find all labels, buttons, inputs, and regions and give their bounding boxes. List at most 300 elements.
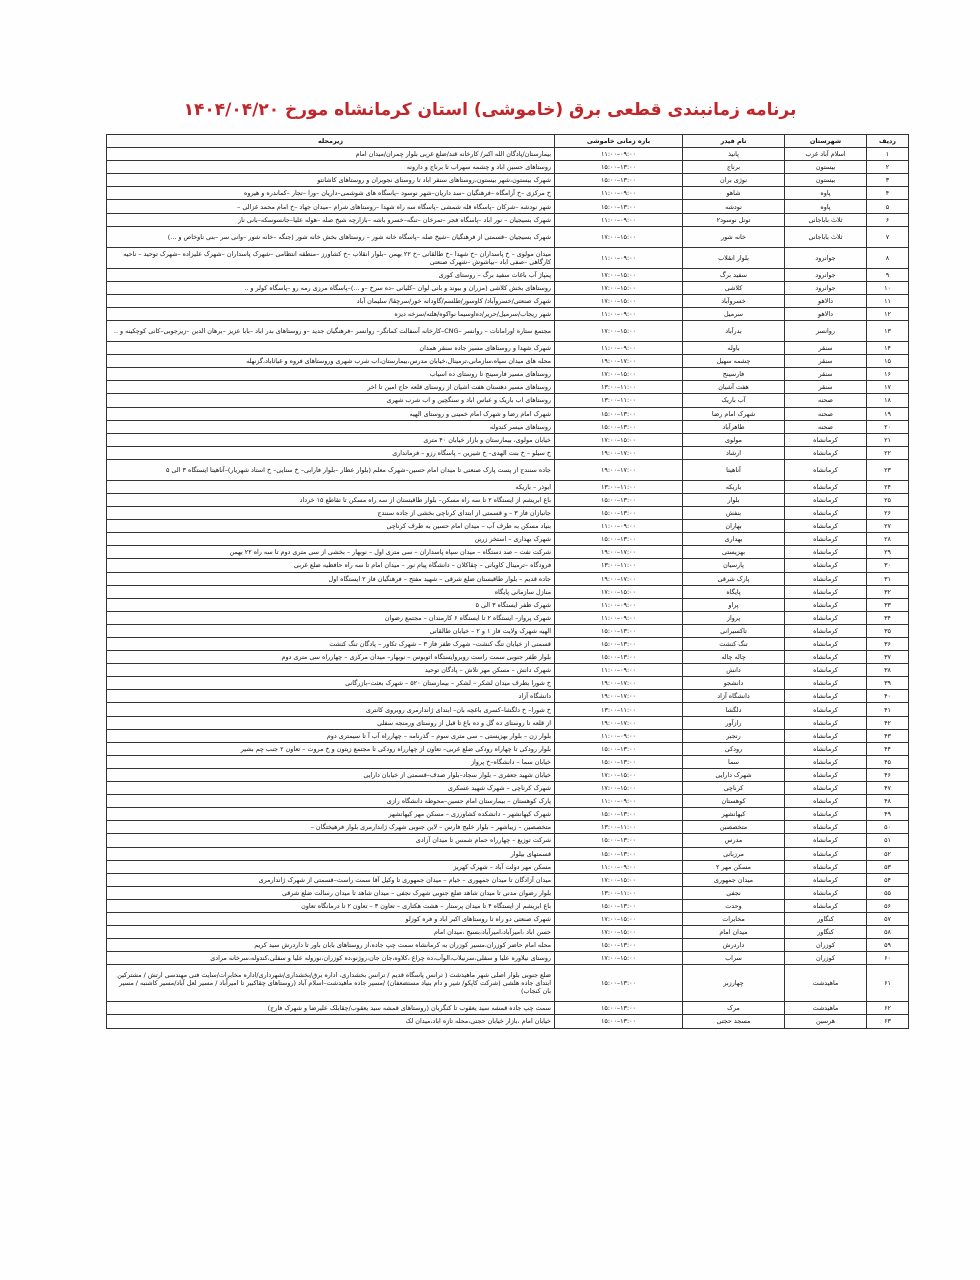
row-number: ۲۵ bbox=[867, 493, 909, 506]
table-row bbox=[107, 664, 909, 677]
time-cell: ۱۳:۰۰–۱۵:۰۰ bbox=[555, 742, 683, 755]
table-row bbox=[107, 952, 909, 965]
time-cell: ۱۳:۰۰–۱۵:۰۰ bbox=[555, 939, 683, 952]
county-cell: کرمانشاه bbox=[785, 755, 867, 768]
table-row bbox=[107, 507, 909, 520]
time-cell: ۱۳:۰۰–۱۵:۰۰ bbox=[555, 847, 683, 860]
table-row bbox=[107, 307, 909, 320]
county-cell: کرمانشاه bbox=[785, 873, 867, 886]
area-cell: شهرک بسیجیان – نور اباد –پاسگاه فجر –تمرخان –تنگه–خسرو باشه –بازارچه شیخ صله –هوله علیا–جانسوسکه–بانی نار bbox=[107, 213, 555, 226]
table-row bbox=[107, 459, 909, 480]
county-cell: سنقر bbox=[785, 368, 867, 381]
time-cell: ۱۳:۰۰–۱۵:۰۰ bbox=[555, 200, 683, 213]
county-cell: کرمانشاه bbox=[785, 899, 867, 912]
feeder-cell: دلگشا bbox=[683, 703, 785, 716]
table-row bbox=[107, 493, 909, 506]
table-row bbox=[107, 520, 909, 533]
area-cell: شهر ریجاب/سرمیل/حریر/ده‌اوسیما نواکوه/هلته/سرخه دیزه bbox=[107, 307, 555, 320]
time-cell: ۰۹:۰۰–۱۱:۰۰ bbox=[555, 342, 683, 355]
row-number: ۳۰ bbox=[867, 559, 909, 572]
row-number: ۳۴ bbox=[867, 611, 909, 624]
time-cell: ۱۳:۰۰–۱۵:۰۰ bbox=[555, 533, 683, 546]
area-cell: محله امام حاضر کوزران،مسیر کوزران به کرمانشاه سمت چپ جاده،از روستاهای بابان باور تا داردرش سید کریم bbox=[107, 939, 555, 952]
county-cell: کرمانشاه bbox=[785, 624, 867, 637]
time-cell: ۱۳:۰۰–۱۵:۰۰ bbox=[555, 651, 683, 664]
area-cell: روستاهای بخش کلاشی (مزران و بیوند و بانی لوان –کلیانی –ده سرخ –و ...)–پاسگاه مرزی رمه رو –پاسگاه کولر و .. bbox=[107, 281, 555, 294]
table-row bbox=[107, 174, 909, 187]
row-number: ۳ bbox=[867, 174, 909, 187]
row-number: ۵۳ bbox=[867, 860, 909, 873]
county-cell: کرمانشاه bbox=[785, 611, 867, 624]
row-number: ۴۷ bbox=[867, 782, 909, 795]
county-cell: کرمانشاه bbox=[785, 860, 867, 873]
row-number: ۴ bbox=[867, 187, 909, 200]
area-cell: شهر نودشه –شرکان –پاسگاه قله شمشی –پاسگاه سه راه شهدا –روستاهای شرام –میدان جهاد –خ امام محمد غزالی – bbox=[107, 200, 555, 213]
area-cell: قسمتی از خیابان تنگ کنشت– شهرک ظفر فاز ۳ – شهرک تکاور – پادگان تنگ کنشت bbox=[107, 638, 555, 651]
area-cell: ضلع جنوبی بلوار اصلی شهر ماهیدشت ( ترانس پاسگاه قدیم / ترانس بخشداری، اداره برق/بخشداری/شهرداری/اداره مخابرات/سایت فنی مهندسی ارتش / مشترکین ابتدای جاده هلشی (شرکت کاپکو/ شیر و دام بنیاد مستضعفان) /مسیر جاده ماهیدشت–اسلام آباد (روستاهای چقاکبیر تا امیرآباد / مسیر لعل آباد/مسیر کاشنبه / مسیر بان کنجاب) bbox=[107, 965, 555, 1002]
area-cell: بیمارستان/پادگان الله اکبر/ کارخانه قند/ضلع غربی بلوار چمران/میدان امام bbox=[107, 148, 555, 161]
area-cell: روستای نیلاوره علیا و سفلی،سرنیلاب،الوآب،ده چراغ ،کلاوه،جان جان،روژنو،ده کوزران،نوروله علیا و سفلی،کندوله،سرخانه مرادی bbox=[107, 952, 555, 965]
area-cell: شهرک صنعتی دو راه تا روستاهای اکبر اباد و فره کوزلو bbox=[107, 912, 555, 925]
time-cell: ۰۹:۰۰–۱۱:۰۰ bbox=[555, 148, 683, 161]
county-cell: کرمانشاه bbox=[785, 808, 867, 821]
county-cell: کرمانشاه bbox=[785, 729, 867, 742]
feeder-cell: چاله چاله bbox=[683, 651, 785, 664]
feeder-cell: طاهرآباد bbox=[683, 420, 785, 433]
page-title: برنامه زمانبندی قطعی برق (خاموشی) استان کرمانشاه مورخ ۱۴۰۴/۰۴/۲۰ bbox=[183, 100, 797, 120]
feeder-cell: بهاران bbox=[683, 520, 785, 533]
row-number: ۶۳ bbox=[867, 1015, 909, 1028]
time-cell: ۱۳:۰۰–۱۵:۰۰ bbox=[555, 174, 683, 187]
time-cell: ۱۳:۰۰–۱۵:۰۰ bbox=[555, 899, 683, 912]
table-row bbox=[107, 281, 909, 294]
row-number: ۲۰ bbox=[867, 420, 909, 433]
time-cell: ۰۹:۰۰–۱۱:۰۰ bbox=[555, 520, 683, 533]
row-number: ۲۷ bbox=[867, 520, 909, 533]
header-county: شهرستان bbox=[785, 135, 867, 148]
table-row bbox=[107, 446, 909, 459]
area-cell: خیابان امام ،بازار خیابان حجتی،محله تازه اباد،میدان لک bbox=[107, 1015, 555, 1028]
row-number: ۱۶ bbox=[867, 368, 909, 381]
time-cell: ۱۳:۰۰–۱۵:۰۰ bbox=[555, 161, 683, 174]
area-cell: شهرک بسیجیان –قسمتی از فرهنگیان –شیخ صله –پاسگاه خانه شور – روستاهای بخش خانه شور (جنگه –خانه شور –وانی سر –بنی ناوخاص و ...) bbox=[107, 226, 555, 247]
time-cell: ۰۹:۰۰–۱۱:۰۰ bbox=[555, 611, 683, 624]
area-cell: میدان آزادگان تا میدان جمهوری – خیام – میدان جمهوری تا وکیل آقا سمت راست–قسمتی از شهرک ژاندارمری bbox=[107, 873, 555, 886]
time-cell: ۰۹:۰۰–۱۱:۰۰ bbox=[555, 598, 683, 611]
time-cell: ۱۳:۰۰–۱۵:۰۰ bbox=[555, 638, 683, 651]
row-number: ۳۷ bbox=[867, 651, 909, 664]
table-row bbox=[107, 886, 909, 899]
time-cell: ۱۱:۰۰–۱۳:۰۰ bbox=[555, 394, 683, 407]
table-row bbox=[107, 268, 909, 281]
row-number: ۴۹ bbox=[867, 808, 909, 821]
county-cell: جوانرود bbox=[785, 281, 867, 294]
feeder-cell: مدرس bbox=[683, 834, 785, 847]
table-row bbox=[107, 572, 909, 585]
row-number: ۲۳ bbox=[867, 459, 909, 480]
area-cell: محله های میدان سپاه،سازمانی،ترمینال،خیابان مدرس،بیمارستان،اب شرب شهری وروستاهای فروه و غیاثاباد،گزنهله bbox=[107, 355, 555, 368]
county-cell: کرمانشاه bbox=[785, 459, 867, 480]
feeder-cell: سرمیل bbox=[683, 307, 785, 320]
time-cell: ۱۳:۰۰–۱۵:۰۰ bbox=[555, 755, 683, 768]
row-number: ۴۲ bbox=[867, 716, 909, 729]
county-cell: ثلاث باباجانی bbox=[785, 213, 867, 226]
table-row bbox=[107, 926, 909, 939]
area-cell: روستاهای میسر کندوله bbox=[107, 420, 555, 433]
feeder-cell: فارسینج bbox=[683, 368, 785, 381]
time-cell: ۱۳:۰۰–۱۵:۰۰ bbox=[555, 834, 683, 847]
area-cell: بلوار زن – بلوار بهزیستی – سی متری سوم – گذرنامه – چهارراه آب آ تا سیمتری دوم bbox=[107, 729, 555, 742]
county-cell: کرمانشاه bbox=[785, 834, 867, 847]
time-cell: ۱۵:۰۰–۱۷:۰۰ bbox=[555, 226, 683, 247]
row-number: ۶۲ bbox=[867, 1002, 909, 1015]
time-cell: ۱۳:۰۰–۱۵:۰۰ bbox=[555, 624, 683, 637]
county-cell: سنقر bbox=[785, 381, 867, 394]
table-row bbox=[107, 585, 909, 598]
feeder-cell: مخابرات bbox=[683, 912, 785, 925]
area-cell: الهیه شهرک ولایت فاز ۱ و ۲ – خیابان طالقانی bbox=[107, 624, 555, 637]
county-cell: کوزران bbox=[785, 952, 867, 965]
time-cell: ۱۷:۰۰–۱۹:۰۰ bbox=[555, 690, 683, 703]
row-number: ۳۵ bbox=[867, 624, 909, 637]
time-cell: ۰۹:۰۰–۱۱:۰۰ bbox=[555, 213, 683, 226]
row-number: ۶۱ bbox=[867, 965, 909, 1002]
row-number: ۵۹ bbox=[867, 939, 909, 952]
area-cell: جانبازان فاز ۳ – و قسمتی از ابتدای کرناچی بخشی از جاده سنندج bbox=[107, 507, 555, 520]
table-row bbox=[107, 742, 909, 755]
county-cell: کرمانشاه bbox=[785, 546, 867, 559]
feeder-cell: خسروآباد bbox=[683, 294, 785, 307]
table-row bbox=[107, 559, 909, 572]
county-cell: کرمانشاه bbox=[785, 480, 867, 493]
area-cell: پمپاژ آب باغات سفید برگ – روستای کوری bbox=[107, 268, 555, 281]
county-cell: کنگاور bbox=[785, 926, 867, 939]
table-row bbox=[107, 200, 909, 213]
table-row bbox=[107, 611, 909, 624]
time-cell: ۱۳:۰۰–۱۵:۰۰ bbox=[555, 965, 683, 1002]
feeder-cell: پایگاه bbox=[683, 585, 785, 598]
table-row bbox=[107, 1002, 909, 1015]
feeder-cell: بدرآباد bbox=[683, 321, 785, 342]
row-number: ۷ bbox=[867, 226, 909, 247]
row-number: ۳۲ bbox=[867, 585, 909, 598]
area-cell: جاده سنندج از پست پارک صنعتی تا میدان امام حسین–شهرک معلم (بلوار عطار –بلوار فارابی– خ سنایی– خ استاد شهریار)–آناهیتا ایستگاه ۳ الی ۵ bbox=[107, 459, 555, 480]
county-cell: دالاهو bbox=[785, 294, 867, 307]
area-cell: خ مرکزی –خ آرامگاه –فرهنگیان –سد داریان–شهر نوسود –پاسگاه های شوشمی–داریان –ورا –تجار –کماندره و هیروه bbox=[107, 187, 555, 200]
table-row bbox=[107, 768, 909, 781]
row-number: ۲۲ bbox=[867, 446, 909, 459]
area-cell: باغ ابریشم از ایستگاه ۲ تا سه راه مسکن– بلوار طاقبستان از سه راه مسکن تا تقاطع ۱۵ خرداد bbox=[107, 493, 555, 506]
time-cell: ۱۳:۰۰–۱۵:۰۰ bbox=[555, 407, 683, 420]
row-number: ۳۱ bbox=[867, 572, 909, 585]
area-cell: میدان مولوی – خ پاسداران –خ شهدا –خ طالقانی –خ ۲۲ بهمن –بلوار انقلاب –خ کشاورز –منطقه انتظامی –شهرک پاسداران –شهرک علیزاده –شهرک توحید – ناحیه کارگاهی –صفی اباد –بیاشوش –شهرک صنعتی bbox=[107, 247, 555, 268]
table-row bbox=[107, 294, 909, 307]
row-number: ۲ bbox=[867, 161, 909, 174]
time-cell: ۱۵:۰۰–۱۷:۰۰ bbox=[555, 585, 683, 598]
row-number: ۴۰ bbox=[867, 690, 909, 703]
table-row bbox=[107, 821, 909, 834]
time-cell: ۱۵:۰۰–۱۷:۰۰ bbox=[555, 294, 683, 307]
feeder-cell: شهرک دارایی bbox=[683, 768, 785, 781]
time-cell: ۰۹:۰۰–۱۱:۰۰ bbox=[555, 795, 683, 808]
row-number: ۴۳ bbox=[867, 729, 909, 742]
area-cell: روستاهای مسیر دهستان هفت اشیان از روستای قلعه حاج امین تا اخر bbox=[107, 381, 555, 394]
feeder-cell: سما bbox=[683, 755, 785, 768]
feeder-cell: کلاشی bbox=[683, 281, 785, 294]
feeder-cell: کوهستان bbox=[683, 795, 785, 808]
row-number: ۵۵ bbox=[867, 886, 909, 899]
county-cell: کرمانشاه bbox=[785, 664, 867, 677]
time-cell: ۱۱:۰۰–۱۳:۰۰ bbox=[555, 821, 683, 834]
feeder-cell: پارک شرقی bbox=[683, 572, 785, 585]
row-number: ۵۷ bbox=[867, 912, 909, 925]
time-cell: ۱۳:۰۰–۱۵:۰۰ bbox=[555, 1015, 683, 1028]
table-row bbox=[107, 912, 909, 925]
time-cell: ۰۹:۰۰–۱۱:۰۰ bbox=[555, 860, 683, 873]
table-row bbox=[107, 355, 909, 368]
row-number: ۲۹ bbox=[867, 546, 909, 559]
time-cell: ۱۱:۰۰–۱۳:۰۰ bbox=[555, 480, 683, 493]
row-number: ۲۶ bbox=[867, 507, 909, 520]
time-cell: ۱۵:۰۰–۱۷:۰۰ bbox=[555, 873, 683, 886]
feeder-cell: هفت آشیان bbox=[683, 381, 785, 394]
area-cell: شهرک صنعتی/خسروآباد/ کاوسور/طلسم/گاودانه خور/سرچقا/ سلیمان آباد bbox=[107, 294, 555, 307]
area-cell: باغ ابریشم از ایستگاه ۴ تا میدان پرستار – هشت هکتاری – تعاون ۳ – تعاون ۲ تا درمانگاه تعاون bbox=[107, 899, 555, 912]
row-number: ۱۸ bbox=[867, 394, 909, 407]
county-cell: اسلام آباد غرب bbox=[785, 148, 867, 161]
county-cell: کرمانشاه bbox=[785, 585, 867, 598]
table-row bbox=[107, 394, 909, 407]
time-cell: ۱۳:۰۰–۱۵:۰۰ bbox=[555, 507, 683, 520]
table-row bbox=[107, 690, 909, 703]
table-row bbox=[107, 598, 909, 611]
time-cell: ۱۳:۰۰–۱۵:۰۰ bbox=[555, 420, 683, 433]
table-row bbox=[107, 899, 909, 912]
time-cell: ۱۳:۰۰–۱۵:۰۰ bbox=[555, 808, 683, 821]
row-number: ۲۴ bbox=[867, 480, 909, 493]
table-row bbox=[107, 546, 909, 559]
area-cell: روستاهای اب باریک و عباس اباد و سنگچین و اب شرب شهری bbox=[107, 394, 555, 407]
area-cell: شهرک کیهانشهر – دانشکده کشاورزی – مسکن مهر کیهانشهر bbox=[107, 808, 555, 821]
time-cell: ۱۵:۰۰–۱۷:۰۰ bbox=[555, 912, 683, 925]
row-number: ۵۰ bbox=[867, 821, 909, 834]
area-cell: مجتمع ستاره اورامانات – روانسر –CNG–کارخانه آسفالت کماتگر– روانسر –فرهنگیان جدید –و روستاهای بدر اباد –بابا عزیز –برهان الدین –زیرجوبی–کانی کوچکینه و .. bbox=[107, 321, 555, 342]
time-cell: ۱۷:۰۰–۱۹:۰۰ bbox=[555, 716, 683, 729]
county-cell: کرمانشاه bbox=[785, 703, 867, 716]
feeder-cell: باوله bbox=[683, 342, 785, 355]
county-cell: سنقر bbox=[785, 342, 867, 355]
table-row bbox=[107, 939, 909, 952]
table-row bbox=[107, 755, 909, 768]
area-cell: شرکت توزیع – چهارراه حمام شمس تا میدان آزادی bbox=[107, 834, 555, 847]
feeder-cell: بهداری bbox=[683, 533, 785, 546]
outage-table-wrapper bbox=[106, 134, 908, 1029]
time-cell: ۱۵:۰۰–۱۷:۰۰ bbox=[555, 782, 683, 795]
county-cell: کرمانشاه bbox=[785, 716, 867, 729]
area-cell: بنیاد مسکن به طرف آب – میدان امام حسین به طرف کرناچی bbox=[107, 520, 555, 533]
row-number: ۶ bbox=[867, 213, 909, 226]
area-cell: شهرک دانش – مسکن مهر تلاش – پادگان توحید bbox=[107, 664, 555, 677]
county-cell: کرمانشاه bbox=[785, 638, 867, 651]
table-row bbox=[107, 368, 909, 381]
area-cell: خ شورا بطرف میدان لشکر – لشکر – بیمارستان ۵۲۰ – شهرک بعثت–بازرگانی bbox=[107, 677, 555, 690]
table-row bbox=[107, 226, 909, 247]
row-number: ۲۸ bbox=[867, 533, 909, 546]
time-cell: ۱۵:۰۰–۱۷:۰۰ bbox=[555, 433, 683, 446]
row-number: ۱۵ bbox=[867, 355, 909, 368]
feeder-cell: نجفی bbox=[683, 886, 785, 899]
feeder-cell: تاکسیرانی bbox=[683, 624, 785, 637]
feeder-cell: بنفش bbox=[683, 507, 785, 520]
time-cell: ۱۵:۰۰–۱۷:۰۰ bbox=[555, 321, 683, 342]
feeder-cell: وحدت bbox=[683, 899, 785, 912]
header-num: ردیف bbox=[867, 135, 909, 148]
row-number: ۴۴ bbox=[867, 742, 909, 755]
area-cell: شهرک بهداری – استخر زرین bbox=[107, 533, 555, 546]
area-cell: خیابان شهید جعفری – بلوار سجاد–بلوار صدف–قسمتی از خیابان دارایی bbox=[107, 768, 555, 781]
table-row bbox=[107, 782, 909, 795]
time-cell: ۱۳:۰۰–۱۵:۰۰ bbox=[555, 1002, 683, 1015]
table-row bbox=[107, 651, 909, 664]
feeder-cell: کرناچی bbox=[683, 782, 785, 795]
county-cell: ماهیدشت bbox=[785, 965, 867, 1002]
feeder-cell: برناج bbox=[683, 161, 785, 174]
county-cell: پاوه bbox=[785, 200, 867, 213]
row-number: ۴۶ bbox=[867, 768, 909, 781]
feeder-cell: شاهو bbox=[683, 187, 785, 200]
county-cell: بیستون bbox=[785, 161, 867, 174]
area-cell: شهرک بیستون،شهر بیستون،روستاهای سنقر اباد تا روستای نجوبران و روستاهای کاشانتو bbox=[107, 174, 555, 187]
area-cell: سمت چپ جاده قمشه سید یعقوب تا کنگربان (روستاهای قمشه سید یعقوب/چقابلک علیرضا و شهرک فارج) bbox=[107, 1002, 555, 1015]
area-cell: بلوار ظفر جنوبی سمت راست روبروایستگاه اتوبوس – نوبهار– میدان مرکزی – چهارراه سی متری دوم bbox=[107, 651, 555, 664]
county-cell: کرمانشاه bbox=[785, 533, 867, 546]
table-row bbox=[107, 187, 909, 200]
area-cell: از قلعه تا روستای ده گل و ده باغ تا قبل از روستای ورمنجه سفلی bbox=[107, 716, 555, 729]
feeder-cell: چشمه سهیل bbox=[683, 355, 785, 368]
time-cell: ۱۷:۰۰–۱۹:۰۰ bbox=[555, 446, 683, 459]
time-cell: ۱۱:۰۰–۱۳:۰۰ bbox=[555, 886, 683, 899]
county-cell: صحنه bbox=[785, 407, 867, 420]
row-number: ۴۵ bbox=[867, 755, 909, 768]
table-row bbox=[107, 480, 909, 493]
header-area: زیرمحله bbox=[107, 135, 555, 148]
table-row bbox=[107, 873, 909, 886]
county-cell: جوانرود bbox=[785, 247, 867, 268]
county-cell: سنقر bbox=[785, 355, 867, 368]
feeder-cell: میدان جمهوری bbox=[683, 873, 785, 886]
feeder-cell: آناهیتا bbox=[683, 459, 785, 480]
area-cell: مسکن مهر دولت آباد – شهرک کهریز bbox=[107, 860, 555, 873]
time-cell: ۰۹:۰۰–۱۱:۰۰ bbox=[555, 729, 683, 742]
time-cell: ۱۷:۰۰–۱۹:۰۰ bbox=[555, 572, 683, 585]
feeder-cell: چهارزبر bbox=[683, 965, 785, 1002]
feeder-cell: دانشگاه آزاد bbox=[683, 690, 785, 703]
row-number: ۱۷ bbox=[867, 381, 909, 394]
county-cell: ثلاث باباجانی bbox=[785, 226, 867, 247]
table-row bbox=[107, 381, 909, 394]
area-cell: شهرک پرواز– ایستگاه ۲ تا ایستگاه ۶ کارمندان – مجتمع رضوان bbox=[107, 611, 555, 624]
county-cell: پاوه bbox=[785, 187, 867, 200]
county-cell: کرمانشاه bbox=[785, 651, 867, 664]
county-cell: کرمانشاه bbox=[785, 677, 867, 690]
feeder-cell: شهرک امام رضا bbox=[683, 407, 785, 420]
time-cell: ۱۳:۰۰–۱۵:۰۰ bbox=[555, 493, 683, 506]
feeder-cell: ارشاد bbox=[683, 446, 785, 459]
time-cell: ۱۷:۰۰–۱۹:۰۰ bbox=[555, 355, 683, 368]
row-number: ۴۸ bbox=[867, 795, 909, 808]
feeder-cell: پارسیان bbox=[683, 559, 785, 572]
feeder-cell: تنگ کنشت bbox=[683, 638, 785, 651]
outage-schedule-table bbox=[106, 134, 909, 1029]
row-number: ۵۲ bbox=[867, 847, 909, 860]
feeder-cell: خانه شور bbox=[683, 226, 785, 247]
area-cell: روستاهای مسیر فارسینج تا روستای ده اسیاب bbox=[107, 368, 555, 381]
feeder-cell: مرک bbox=[683, 1002, 785, 1015]
area-cell: بلوار رضوان مدنی تا میدان شاهد ضلع جنوبی شهرک نجفی – میدان شاهد تا میدان رسالت ضلع شرقی bbox=[107, 886, 555, 899]
table-row bbox=[107, 795, 909, 808]
row-number: ۳۹ bbox=[867, 677, 909, 690]
time-cell: ۱۷:۰۰–۱۹:۰۰ bbox=[555, 459, 683, 480]
row-number: ۵۶ bbox=[867, 899, 909, 912]
row-number: ۱۲ bbox=[867, 307, 909, 320]
feeder-cell: تونل نوسود۲ bbox=[683, 213, 785, 226]
feeder-cell: مسکن مهر ۲ bbox=[683, 860, 785, 873]
time-cell: ۰۹:۰۰–۱۱:۰۰ bbox=[555, 664, 683, 677]
feeder-cell: پراو bbox=[683, 598, 785, 611]
row-number: ۴۱ bbox=[867, 703, 909, 716]
table-row bbox=[107, 407, 909, 420]
area-cell: بلوار رودکی تا چهاراه رودکی ضلع غربی– تعاون از چهارراه رودکی تا مجتمع زیتون و خ مروت – تعاون ۲ جنب چم بشیر bbox=[107, 742, 555, 755]
area-cell: شهرک ظفر ایستگاه ۳ الی ۵ bbox=[107, 598, 555, 611]
table-row bbox=[107, 729, 909, 742]
county-cell: کرمانشاه bbox=[785, 520, 867, 533]
area-cell: شهرک امام رضا و شهرک امام خمینی و روستای الهیه bbox=[107, 407, 555, 420]
row-number: ۱۱ bbox=[867, 294, 909, 307]
table-row bbox=[107, 703, 909, 716]
area-cell: خیابان مولوی، بیمارستان و بازار خیابان ۴۰ متری bbox=[107, 433, 555, 446]
feeder-cell: کیهانشهر bbox=[683, 808, 785, 821]
county-cell: کرمانشاه bbox=[785, 433, 867, 446]
table-row bbox=[107, 965, 909, 1002]
county-cell: کرمانشاه bbox=[785, 572, 867, 585]
time-cell: ۰۹:۰۰–۱۱:۰۰ bbox=[555, 307, 683, 320]
table-row bbox=[107, 860, 909, 873]
feeder-cell: نودشه bbox=[683, 200, 785, 213]
feeder-cell: متخصصین bbox=[683, 821, 785, 834]
table-row bbox=[107, 433, 909, 446]
table-row bbox=[107, 847, 909, 860]
row-number: ۳۸ bbox=[867, 664, 909, 677]
row-number: ۳۳ bbox=[867, 598, 909, 611]
feeder-cell: رودکی bbox=[683, 742, 785, 755]
county-cell: کرمانشاه bbox=[785, 821, 867, 834]
area-cell: روستاهای حسین اباد و چشمه سهراب تا برناج و دارونه bbox=[107, 161, 555, 174]
area-cell: خ سیلو – خ بنت الهدی– خ شیرین – پاسگاه رزو – فرمانداری bbox=[107, 446, 555, 459]
row-number: ۲۱ bbox=[867, 433, 909, 446]
county-cell: صحنه bbox=[785, 420, 867, 433]
table-row bbox=[107, 321, 909, 342]
area-cell: شهرک شهدا و روستاهای مسیر جاده سنقر همدان bbox=[107, 342, 555, 355]
area-cell: منازل سازمانی پایگاه bbox=[107, 585, 555, 598]
feeder-cell: رنجبر bbox=[683, 729, 785, 742]
row-number: ۵۱ bbox=[867, 834, 909, 847]
table-row bbox=[107, 1015, 909, 1028]
feeder-cell: دانش bbox=[683, 664, 785, 677]
row-number: ۳۶ bbox=[867, 638, 909, 651]
area-cell: فرودگاه –ترمینال کاویانی – چقاکلان – دانشگاه پیام نور – میدان امام تا سه راه حافظیه ضلع غربی bbox=[107, 559, 555, 572]
county-cell: ماهیدشت bbox=[785, 1002, 867, 1015]
county-cell: کرمانشاه bbox=[785, 559, 867, 572]
